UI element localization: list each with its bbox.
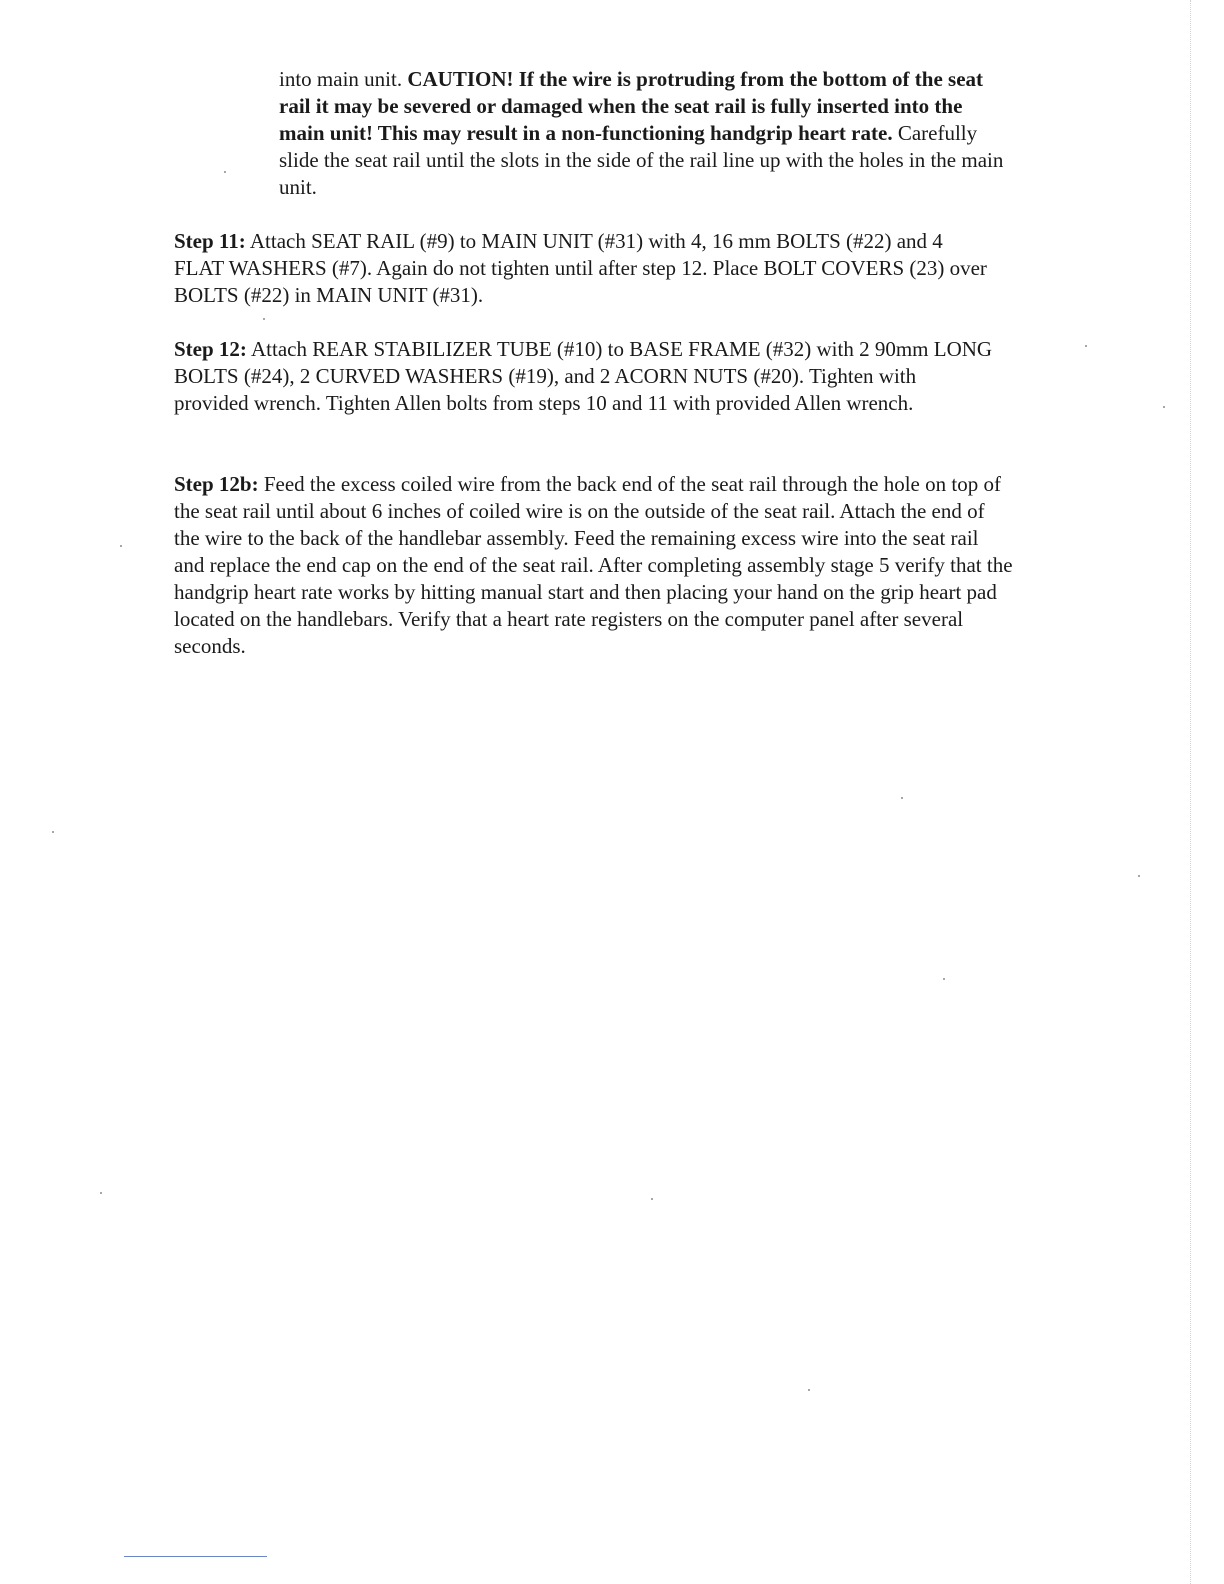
caution-warning: CAUTION! If the wire is protruding from the bottom of the seat rail it may be severed or damaged when the seat rail is fully inserted into the main unit! This may result in a non-functioning handgrip heart rate. <box>279 67 984 145</box>
step-11-text: Attach SEAT RAIL (#9) to MAIN UNIT (#31) with 4, 16 mm BOLTS (#22) and 4 FLAT WASHERS (#7). Again do not tighten until after step 12. Place BOLT COVERS (23) over BOLTS (#22) in MAIN UNIT (#31). <box>174 229 987 307</box>
step-12b-paragraph <box>174 471 1014 660</box>
scan-speck <box>1163 406 1165 408</box>
footer-rule <box>124 1556 267 1557</box>
scan-speck <box>1085 345 1087 347</box>
continued-text-intro: into main unit. <box>279 67 408 91</box>
scan-speck <box>100 1192 102 1194</box>
scan-speck <box>651 1198 653 1200</box>
scan-speck <box>1138 875 1140 877</box>
scan-speck <box>263 318 265 320</box>
instruction-paragraph-continued <box>279 66 1011 201</box>
continued-text-tail: Carefully slide the seat rail until the slots in the side of the rail line up with the holes in the main unit. <box>279 121 1004 199</box>
step-12-paragraph <box>174 336 994 417</box>
scan-speck <box>808 1389 810 1391</box>
scan-speck <box>224 171 226 173</box>
scan-speck <box>120 545 122 547</box>
step-12b-label: Step 12b: <box>174 472 259 496</box>
page-edge-line <box>1190 0 1191 1584</box>
scan-speck <box>901 797 903 799</box>
step-12-text: Attach REAR STABILIZER TUBE (#10) to BASE FRAME (#32) with 2 90mm LONG BOLTS (#24), 2 CURVED WASHERS (#19), and 2 ACORN NUTS (#20). Tighten with provided wrench. Tighten Allen bolts from steps 10 and 11 with provided Allen wrench. <box>174 337 993 415</box>
step-11-label: Step 11: <box>174 229 246 253</box>
step-11-paragraph <box>174 228 994 309</box>
step-12-label: Step 12: <box>174 337 247 361</box>
scan-speck <box>52 831 54 833</box>
step-12b-text: Feed the excess coiled wire from the back end of the seat rail through the hole on top of the seat rail until about 6 inches of coiled wire is on the outside of the seat rail. Attach the end of the wire to the back of the handlebar assembly. Feed the remaining excess wire into the seat rail and replace the end cap on the end of the seat rail. After completing assembly stage 5 verify that the handgrip heart rate works by hitting manual start and then placing your hand on the grip heart pad located on the handlebars. Verify that a heart rate registers on the computer panel after several seconds. <box>174 472 1013 658</box>
scan-speck <box>943 978 945 980</box>
